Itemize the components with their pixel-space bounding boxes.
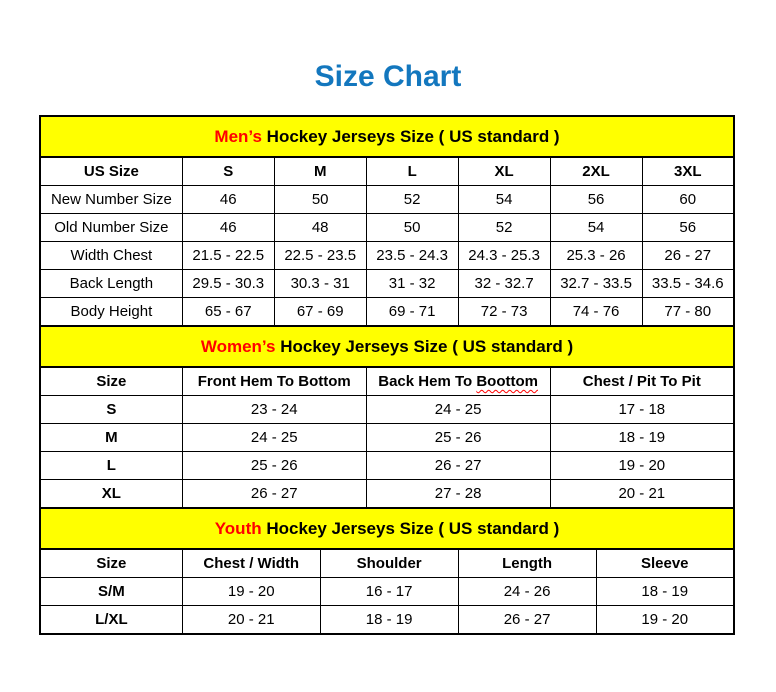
cell-value: 52 bbox=[458, 214, 550, 242]
cell-value: 54 bbox=[458, 186, 550, 214]
cell-value: 18 - 19 bbox=[320, 606, 458, 635]
section-banner-row bbox=[40, 508, 734, 549]
cell-value: 25 - 26 bbox=[182, 452, 366, 480]
section-heading-accent: Men’s bbox=[214, 126, 262, 146]
size-table-youth bbox=[39, 507, 735, 635]
cell-value: 74 - 76 bbox=[550, 298, 642, 327]
column-header: Chest / Pit To Pit bbox=[550, 367, 734, 396]
row-label: XL bbox=[40, 480, 182, 509]
cell-value: 20 - 21 bbox=[182, 606, 320, 635]
cell-value: 46 bbox=[182, 214, 274, 242]
table-row bbox=[40, 452, 734, 480]
section-heading-text: Hockey Jerseys Size ( US standard ) bbox=[261, 126, 560, 146]
cell-value: 24 - 26 bbox=[458, 578, 596, 606]
cell-value: 60 bbox=[642, 186, 734, 214]
section-banner-row bbox=[40, 116, 734, 157]
cell-value: 26 - 27 bbox=[182, 480, 366, 509]
column-header-text: Back Hem To bbox=[378, 373, 477, 390]
cell-value: 26 - 27 bbox=[458, 606, 596, 635]
column-header bbox=[366, 367, 550, 396]
table-row bbox=[40, 186, 734, 214]
column-header: S bbox=[182, 157, 274, 186]
cell-value: 25.3 - 26 bbox=[550, 242, 642, 270]
page-title: Size Chart bbox=[314, 60, 462, 93]
section-heading-text: Hockey Jerseys Size ( US standard ) bbox=[275, 336, 574, 356]
row-label: Back Length bbox=[40, 270, 182, 298]
cell-value: 48 bbox=[274, 214, 366, 242]
cell-value: 54 bbox=[550, 214, 642, 242]
column-header: Size bbox=[40, 367, 182, 396]
cell-value: 33.5 - 34.6 bbox=[642, 270, 734, 298]
cell-value: 30.3 - 31 bbox=[274, 270, 366, 298]
cell-value: 19 - 20 bbox=[596, 606, 734, 635]
row-label: L bbox=[40, 452, 182, 480]
table-row bbox=[40, 396, 734, 424]
column-header-row bbox=[40, 549, 734, 578]
column-header: Front Hem To Bottom bbox=[182, 367, 366, 396]
table-row bbox=[40, 480, 734, 509]
column-header: 3XL bbox=[642, 157, 734, 186]
cell-value: 17 - 18 bbox=[550, 396, 734, 424]
cell-value: 18 - 19 bbox=[550, 424, 734, 452]
cell-value: 50 bbox=[274, 186, 366, 214]
column-header-row bbox=[40, 367, 734, 396]
table-row bbox=[40, 298, 734, 327]
section-heading-women bbox=[40, 326, 734, 367]
column-header: 2XL bbox=[550, 157, 642, 186]
cell-value: 20 - 21 bbox=[550, 480, 734, 509]
table-row bbox=[40, 578, 734, 606]
section-heading-youth bbox=[40, 508, 734, 549]
column-header: US Size bbox=[40, 157, 182, 186]
table-row bbox=[40, 214, 734, 242]
cell-value: 29.5 - 30.3 bbox=[182, 270, 274, 298]
section-heading-men bbox=[40, 116, 734, 157]
cell-value: 32 - 32.7 bbox=[458, 270, 550, 298]
cell-value: 23.5 - 24.3 bbox=[366, 242, 458, 270]
cell-value: 19 - 20 bbox=[182, 578, 320, 606]
cell-value: 50 bbox=[366, 214, 458, 242]
column-header: L bbox=[366, 157, 458, 186]
cell-value: 26 - 27 bbox=[366, 452, 550, 480]
cell-value: 32.7 - 33.5 bbox=[550, 270, 642, 298]
row-label: Body Height bbox=[40, 298, 182, 327]
size-chart-tables bbox=[39, 115, 735, 635]
section-heading-accent: Women’s bbox=[200, 336, 276, 356]
cell-value: 77 - 80 bbox=[642, 298, 734, 327]
cell-value: 24 - 25 bbox=[366, 396, 550, 424]
section-heading-text: Hockey Jerseys Size ( US standard ) bbox=[261, 518, 560, 538]
row-label: S bbox=[40, 396, 182, 424]
section-banner-row bbox=[40, 326, 734, 367]
row-label: New Number Size bbox=[40, 186, 182, 214]
cell-value: 31 - 32 bbox=[366, 270, 458, 298]
cell-value: 24 - 25 bbox=[182, 424, 366, 452]
cell-value: 52 bbox=[366, 186, 458, 214]
cell-value: 21.5 - 22.5 bbox=[182, 242, 274, 270]
cell-value: 18 - 19 bbox=[596, 578, 734, 606]
size-table-women bbox=[39, 325, 735, 509]
section-heading-accent: Youth bbox=[214, 518, 262, 538]
misspelled-word: Boottom bbox=[476, 373, 538, 390]
column-header-row bbox=[40, 157, 734, 186]
cell-value: 27 - 28 bbox=[366, 480, 550, 509]
cell-value: 16 - 17 bbox=[320, 578, 458, 606]
cell-value: 67 - 69 bbox=[274, 298, 366, 327]
row-label: M bbox=[40, 424, 182, 452]
cell-value: 19 - 20 bbox=[550, 452, 734, 480]
cell-value: 56 bbox=[642, 214, 734, 242]
cell-value: 26 - 27 bbox=[642, 242, 734, 270]
cell-value: 25 - 26 bbox=[366, 424, 550, 452]
cell-value: 23 - 24 bbox=[182, 396, 366, 424]
row-label: S/M bbox=[40, 578, 182, 606]
table-row bbox=[40, 270, 734, 298]
table-row bbox=[40, 424, 734, 452]
column-header: Chest / Width bbox=[182, 549, 320, 578]
cell-value: 56 bbox=[550, 186, 642, 214]
cell-value: 72 - 73 bbox=[458, 298, 550, 327]
column-header: Shoulder bbox=[320, 549, 458, 578]
cell-value: 22.5 - 23.5 bbox=[274, 242, 366, 270]
cell-value: 69 - 71 bbox=[366, 298, 458, 327]
table-row bbox=[40, 242, 734, 270]
row-label: Width Chest bbox=[40, 242, 182, 270]
column-header: Size bbox=[40, 549, 182, 578]
column-header: Length bbox=[458, 549, 596, 578]
row-label: L/XL bbox=[40, 606, 182, 635]
column-header: XL bbox=[458, 157, 550, 186]
column-header: M bbox=[274, 157, 366, 186]
cell-value: 46 bbox=[182, 186, 274, 214]
size-table-men bbox=[39, 115, 735, 327]
table-row bbox=[40, 606, 734, 635]
cell-value: 24.3 - 25.3 bbox=[458, 242, 550, 270]
column-header: Sleeve bbox=[596, 549, 734, 578]
row-label: Old Number Size bbox=[40, 214, 182, 242]
cell-value: 65 - 67 bbox=[182, 298, 274, 327]
